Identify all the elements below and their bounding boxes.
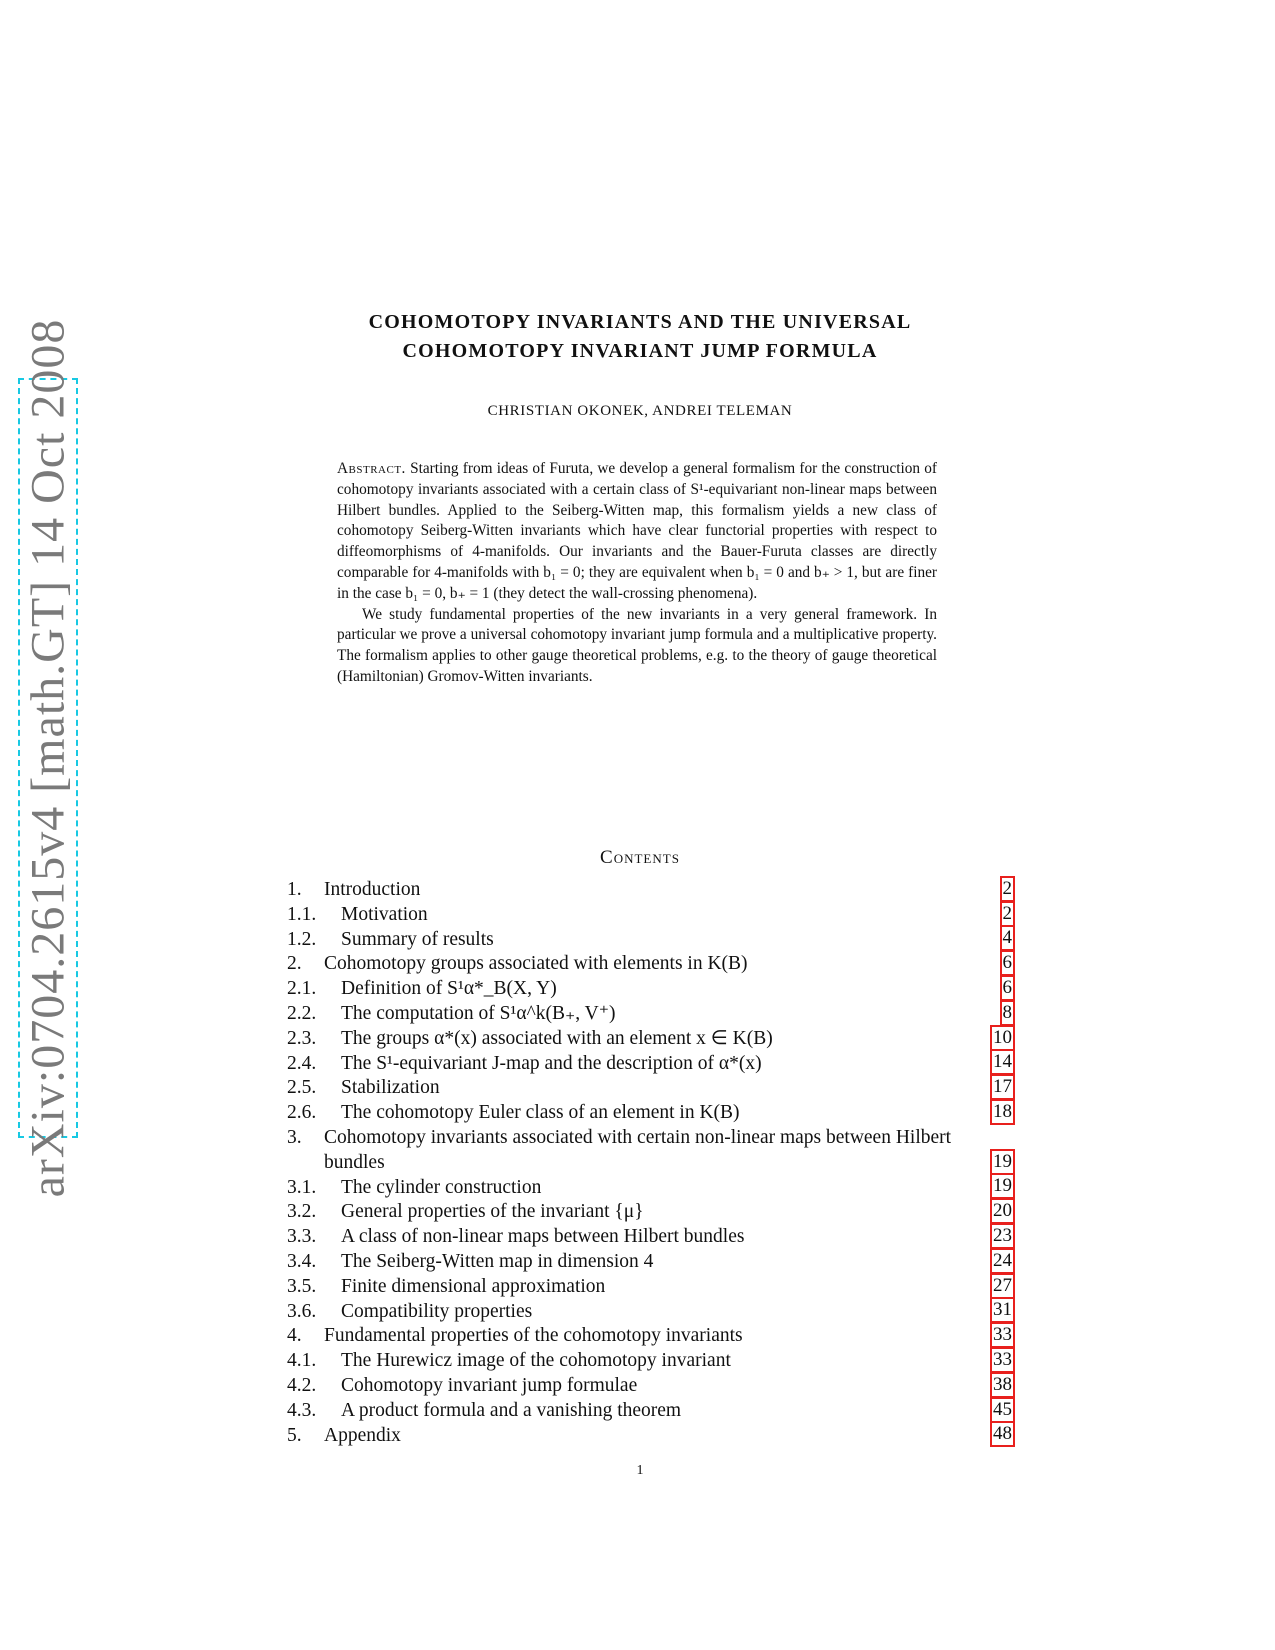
paper-title: [300, 308, 980, 366]
toc-entry-number: 4.3.: [287, 1399, 317, 1421]
toc-page-link[interactable]: 33: [990, 1347, 1015, 1373]
toc-entry-title: The Hurewicz image of the cohomotopy invariant: [341, 1350, 731, 1372]
toc-entry-title: Summary of results: [341, 928, 494, 950]
toc-page-link[interactable]: 17: [990, 1074, 1015, 1100]
toc-entry-number: 2.2.: [287, 1002, 317, 1024]
toc-entry: [287, 1126, 1015, 1176]
toc-entry-number: 1.2.: [287, 928, 317, 950]
contents-heading: Contents: [600, 847, 680, 868]
title-line-1: COHOMOTOPY INVARIANTS AND THE UNIVERSAL: [368, 311, 912, 333]
abstract-text-1: Starting from ideas of Furuta, we develop a general formalism for the construction of cohomotopy invariants associated with a certain class of S¹-equivariant non-linear maps between Hilbert bundles. Applied to the Seiberg-Witten map, this formalism yields a new class of cohomotopy Seiberg-Witten invariants which have clear functorial properties with respect to diffeomorphisms of 4-manifolds. Our invariants and the Bauer-Furuta classes are directly comparable for 4-manifolds with b₁ = 0; they are equivalent when b₁ = 0 and b₊ > 1, but are finer in the case b₁ = 0, b₊ = 1 (they detect the wall-crossing phenomena).: [337, 460, 938, 602]
toc-entry: [287, 1002, 1015, 1027]
toc-page-link[interactable]: 38: [990, 1372, 1015, 1398]
abstract: [337, 459, 937, 688]
toc-page-link[interactable]: 27: [990, 1273, 1015, 1299]
toc-entry-number: 2.1.: [287, 978, 317, 1000]
abstract-paragraph-2: We study fundamental properties of the new invariants in a very general framework. In particular we prove a universal cohomotopy invariant jump formula and a multiplicative property. The formalism applies to other gauge theoretical problems, e.g. to the theory of gauge theoretical (Hamiltonian) Gromov-Witten invariants.: [337, 605, 937, 685]
toc-page-link[interactable]: 45: [990, 1397, 1015, 1423]
toc-entry: [287, 1424, 1015, 1449]
toc-entry: [287, 878, 1015, 903]
authors: CHRISTIAN OKONEK, ANDREI TELEMAN: [487, 403, 793, 419]
toc-entry-number: 4.1.: [287, 1350, 317, 1372]
table-of-contents: [287, 878, 1015, 1448]
toc-entry: [287, 1176, 1015, 1201]
toc-entry: [287, 1324, 1015, 1349]
toc-page-link[interactable]: 19: [990, 1149, 1015, 1175]
abstract-paragraph-1: [337, 459, 937, 605]
toc-page-link[interactable]: 4: [1000, 925, 1016, 951]
toc-entry: [287, 1225, 1015, 1250]
toc-entry-title: Compatibility properties: [341, 1300, 533, 1322]
toc-entry-title: The S¹-equivariant J-map and the description of α*(x): [341, 1052, 762, 1074]
toc-entry-number: 4.2.: [287, 1374, 317, 1396]
toc-page-link[interactable]: 23: [990, 1223, 1015, 1249]
toc-entry-number: 3.1.: [287, 1176, 317, 1198]
toc-entry: [287, 952, 1015, 977]
toc-entry-title: The cylinder construction: [341, 1176, 542, 1198]
arxiv-stamp: [18, 318, 78, 1198]
toc-entry-number: 2.4.: [287, 1052, 317, 1074]
title-line-2: COHOMOTOPY INVARIANT JUMP FORMULA: [402, 340, 878, 362]
toc-entry-number: 4.: [287, 1325, 302, 1347]
toc-entry-number: 3.3.: [287, 1226, 317, 1248]
toc-entry-title: Definition of S¹α*_B(X, Y): [341, 978, 557, 1000]
toc-entry-number: 5.: [287, 1424, 302, 1446]
toc-entry-title: A class of non-linear maps between Hilbert bundles: [341, 1226, 745, 1248]
toc-entry-number: 1.: [287, 879, 302, 900]
toc-page-link[interactable]: 19: [990, 1173, 1015, 1199]
toc-entry-title: A product formula and a vanishing theorem: [341, 1399, 682, 1421]
toc-page-link[interactable]: 48: [990, 1421, 1015, 1447]
toc-entry-number: 3.2.: [287, 1201, 317, 1223]
toc-entry: [287, 1076, 1015, 1101]
toc-page-link[interactable]: 31: [990, 1297, 1015, 1323]
toc-entry-number: 2.5.: [287, 1077, 317, 1099]
toc-entry-title: Introduction: [324, 879, 421, 900]
toc-page-link[interactable]: 24: [990, 1248, 1015, 1274]
toc-entry-title: Motivation: [341, 903, 428, 925]
toc-entry: [287, 1349, 1015, 1374]
abstract-label: Abstract.: [337, 460, 406, 477]
toc-entry-number: 2.3.: [287, 1027, 317, 1049]
toc-page-link[interactable]: 2: [1000, 876, 1016, 902]
toc-entry: [287, 1250, 1015, 1275]
toc-entry-title: Stabilization: [341, 1077, 440, 1099]
toc-entry-title: The cohomotopy Euler class of an element in K(B): [341, 1102, 740, 1124]
toc-entry-title: Cohomotopy groups associated with elements in K(B): [324, 953, 748, 975]
toc-entry-number: 1.1.: [287, 903, 317, 925]
toc-entry: [287, 977, 1015, 1002]
toc-entry-title: The groups α*(x) associated with an element x ∈ K(B): [341, 1027, 773, 1049]
toc-entry-title: Finite dimensional approximation: [341, 1275, 606, 1297]
toc-entry: [287, 1052, 1015, 1077]
toc-entry-number: 3.: [287, 1126, 302, 1148]
page-number: 1: [636, 1463, 644, 1478]
toc-entry-title: Cohomotopy invariant jump formulae: [341, 1374, 638, 1396]
toc-entry-title: The Seiberg-Witten map in dimension 4: [341, 1250, 654, 1272]
toc-entry: [287, 928, 1015, 953]
toc-entry: [287, 1399, 1015, 1424]
toc-page-link[interactable]: 33: [990, 1322, 1015, 1348]
toc-entry: [287, 1027, 1015, 1052]
toc-entry-title: The computation of S¹α^k(B₊, V⁺): [341, 1002, 616, 1024]
toc-entry: [287, 1374, 1015, 1399]
arxiv-stamp-text: arXiv:0704.2615v4 [math.GT] 14 Oct 2008: [21, 318, 75, 1198]
toc-page-link[interactable]: 14: [990, 1049, 1015, 1075]
toc-entry: [287, 1275, 1015, 1300]
toc-page-link[interactable]: 2: [1000, 901, 1016, 927]
toc-entry: [287, 1300, 1015, 1325]
toc-entry-title: Cohomotopy invariants associated with certain non-linear maps between Hilbert bundles: [324, 1126, 952, 1173]
toc-entry: [287, 903, 1015, 928]
toc-page-link[interactable]: 20: [990, 1198, 1015, 1224]
toc-entry-title: Appendix: [324, 1424, 401, 1446]
toc-entry-title: General properties of the invariant {μ}: [341, 1201, 644, 1223]
toc-entry-number: 3.6.: [287, 1300, 317, 1322]
toc-entry-title: Fundamental properties of the cohomotopy invariants: [324, 1325, 743, 1347]
toc-page-link[interactable]: 18: [990, 1099, 1015, 1125]
toc-page-link[interactable]: 6: [1000, 975, 1016, 1001]
toc-entry-number: 3.5.: [287, 1275, 317, 1297]
toc-entry-number: 2.: [287, 953, 302, 975]
toc-page-link[interactable]: 10: [990, 1025, 1015, 1051]
toc-entry-number: 3.4.: [287, 1250, 317, 1272]
toc-entry: [287, 1101, 1015, 1126]
toc-entry: [287, 1200, 1015, 1225]
toc-page-link[interactable]: 8: [1000, 1000, 1016, 1026]
toc-page-link[interactable]: 6: [1000, 950, 1016, 976]
toc-entry-number: 2.6.: [287, 1102, 317, 1124]
